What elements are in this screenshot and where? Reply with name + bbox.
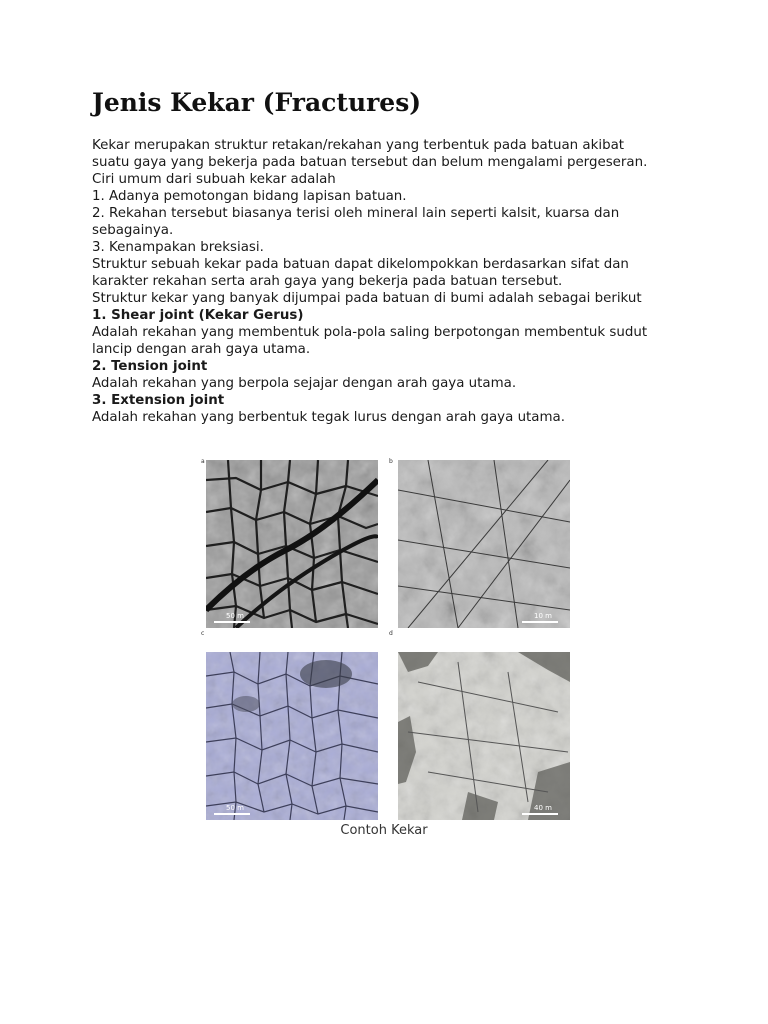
text-line: karakter rekahan serta arah gaya yang bekerja pada batuan tersebut. <box>92 274 563 289</box>
text-line: Struktur kekar yang banyak dijumpai pada batuan di bumi adalah sebagai berikut <box>92 291 642 306</box>
text-line: suatu gaya yang bekerja pada batuan tersebut dan belum mengalami pergeseran. <box>92 155 648 170</box>
panel-b-scale: 10 m <box>522 617 562 623</box>
text-line: Adalah rekahan yang berpola sejajar dengan arah gaya utama. <box>92 376 517 391</box>
panel-c-letter: c <box>201 630 205 637</box>
panel-c-scale: 50 m <box>214 809 254 815</box>
fracture-figure <box>198 452 574 824</box>
text-line: 1. Adanya pemotongan bidang lapisan batuan. <box>92 189 407 204</box>
page-title: Jenis Kekar (Fractures) <box>92 88 422 117</box>
text-line: lancip dengan arah gaya utama. <box>92 342 311 357</box>
text-line: 2. Rekahan tersebut biasanya terisi oleh mineral lain seperti kalsit, kuarsa dan <box>92 206 620 221</box>
text-line: 3. Kenampakan breksiasi. <box>92 240 264 255</box>
text-line: Kekar merupakan struktur retakan/rekahan yang terbentuk pada batuan akibat <box>92 138 625 153</box>
text-line: Ciri umum dari subuah kekar adalah <box>92 172 336 187</box>
panel-a-scale: 50 m <box>214 617 254 623</box>
panel-c-extension-joint-photo <box>206 652 378 820</box>
panel-a-letter: a <box>201 458 205 465</box>
figure-caption: Contoh Kekar <box>340 823 428 838</box>
panel-d-fracture-photo <box>398 652 570 820</box>
section-heading: 1. Shear joint (Kekar Gerus) <box>92 308 304 323</box>
section-heading: 2. Tension joint <box>92 359 208 374</box>
text-line: sebagainya. <box>92 223 174 238</box>
panel-d-letter: d <box>389 630 393 637</box>
article-body <box>92 137 682 426</box>
panel-b-tension-joint-photo <box>398 460 570 628</box>
panel-a-shear-joint-photo <box>206 460 378 628</box>
text-line: Adalah rekahan yang membentuk pola-pola saling berpotongan membentuk sudut <box>92 325 648 340</box>
text-line: Adalah rekahan yang berbentuk tegak lurus dengan arah gaya utama. <box>92 410 566 425</box>
section-heading: 3. Extension joint <box>92 393 225 408</box>
panel-d-scale: 40 m <box>522 809 562 815</box>
text-line: Struktur sebuah kekar pada batuan dapat dikelompokkan berdasarkan sifat dan <box>92 257 629 272</box>
panel-b-letter: b <box>389 458 393 465</box>
